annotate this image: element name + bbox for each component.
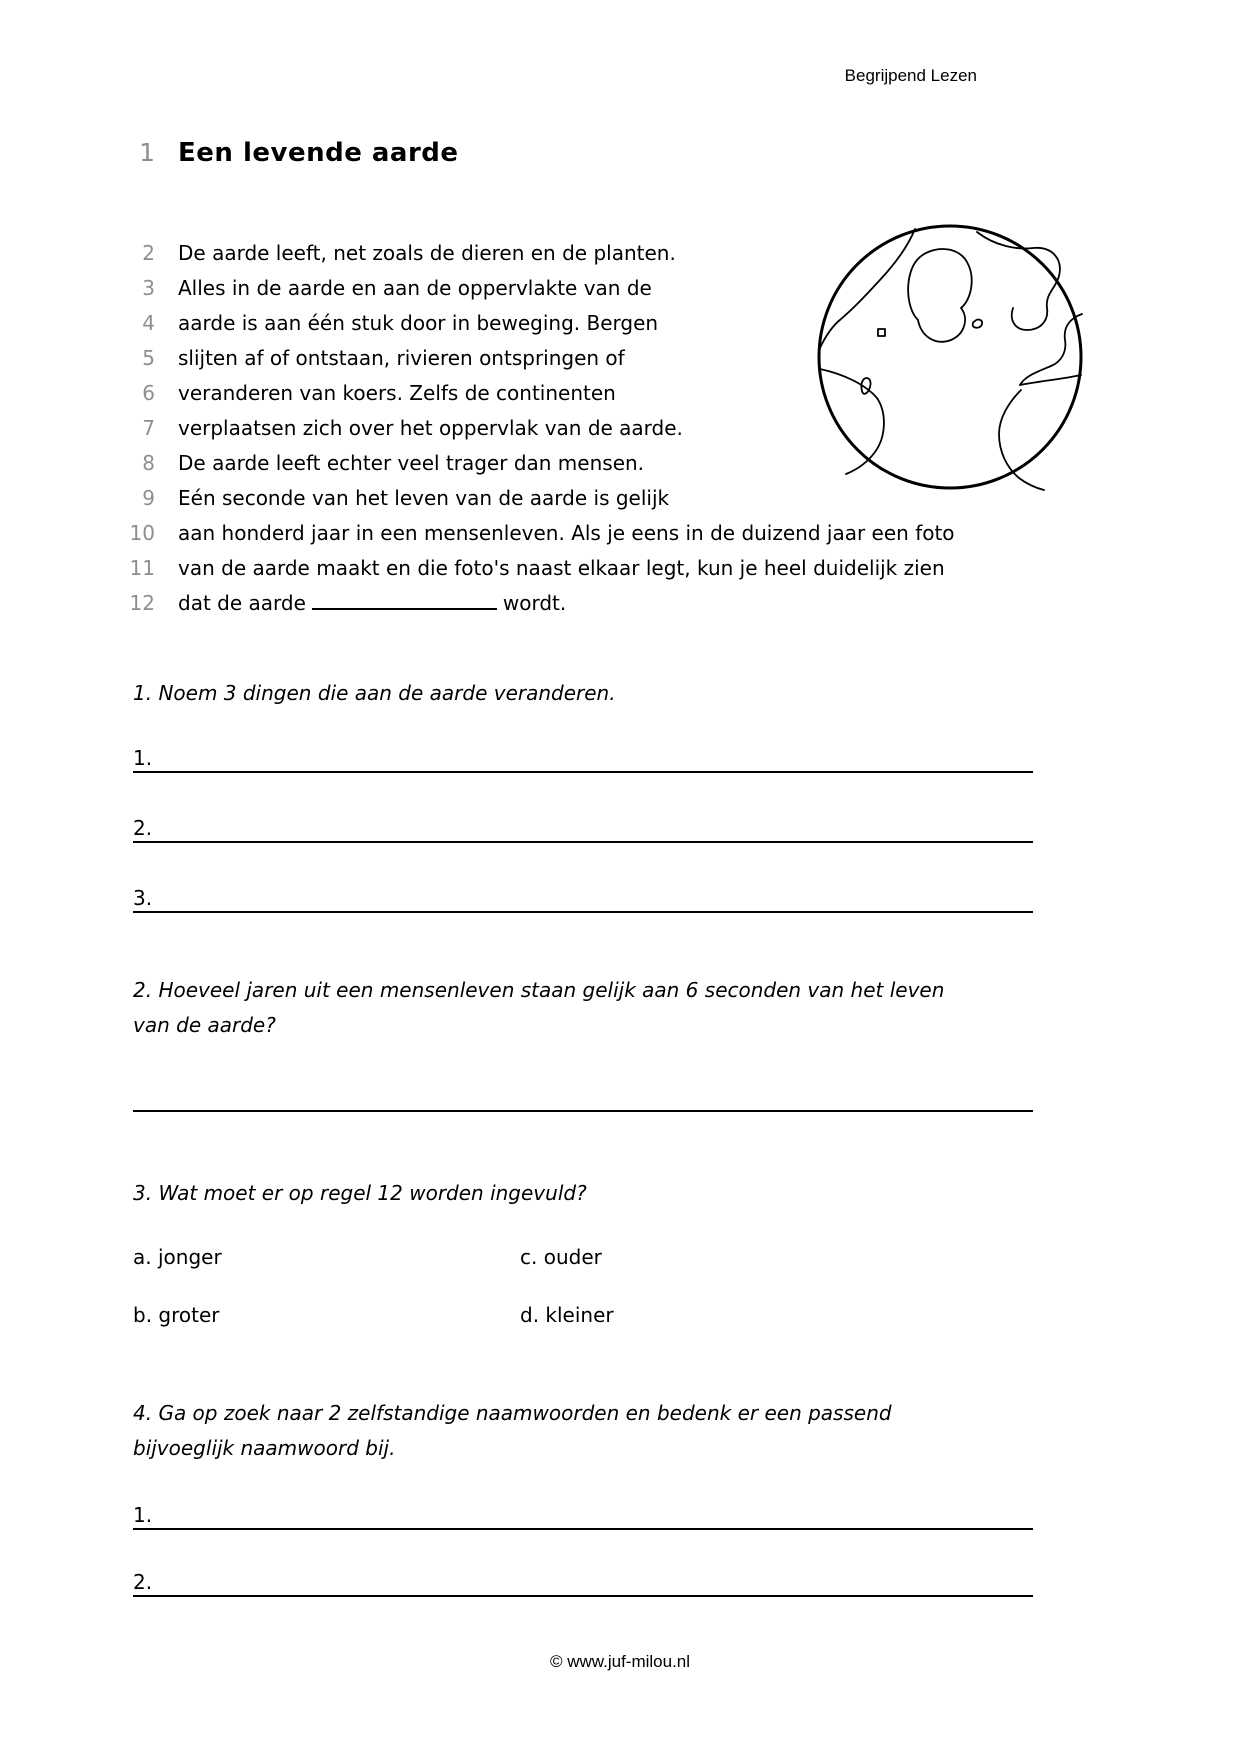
question-2-line-2: van de aarde? <box>133 1013 276 1037</box>
fill-in-blank <box>312 594 497 610</box>
question-2-line-1: 2. Hoeveel jaren uit een mensenleven staan gelijk aan 6 seconden van het leven <box>133 978 945 1002</box>
question-2 <box>133 973 1093 1043</box>
passage-line <box>120 551 1120 586</box>
line-number: 12 <box>129 591 155 615</box>
line-text: aan honderd jaar in een mensenleven. Als je eens in de duizend jaar een foto <box>178 521 955 545</box>
answer-line-q1-1 <box>133 741 1033 773</box>
line-number: 2 <box>142 241 155 265</box>
title-row <box>120 138 459 168</box>
passage-line <box>120 446 1120 481</box>
line-number: 5 <box>142 346 155 370</box>
passage-line <box>120 411 1120 446</box>
line-number: 6 <box>142 381 155 405</box>
line-number: 9 <box>142 486 155 510</box>
passage-line <box>120 516 1120 551</box>
answer-line-q2 <box>133 1080 1033 1112</box>
question-4-line-2: bijvoeglijk naamwoord bij. <box>133 1436 396 1460</box>
option-b: b. groter <box>133 1303 220 1327</box>
question-4 <box>133 1396 1093 1466</box>
line-number: 3 <box>142 276 155 300</box>
line-text: veranderen van koers. Zelfs de continenten <box>178 381 616 405</box>
passage-line <box>120 271 1120 306</box>
answer-line-q4-2 <box>133 1565 1033 1597</box>
answer-line-label: 2. <box>133 816 153 840</box>
line12-text-before-blank: dat de aarde <box>178 591 306 615</box>
passage-line <box>120 376 1120 411</box>
option-a: a. jonger <box>133 1245 222 1269</box>
line-text: Alles in de aarde en aan de oppervlakte van de <box>178 276 652 300</box>
line-text: Eén seconde van het leven van de aarde is gelijk <box>178 486 670 510</box>
line12-text-after-blank: wordt. <box>502 591 567 615</box>
line-number: 11 <box>129 556 155 580</box>
answer-line-label: 1. <box>133 1503 153 1527</box>
line-text: De aarde leeft, net zoals de dieren en de planten. <box>178 241 676 265</box>
title-line-number: 1 <box>139 138 155 167</box>
answer-line-label: 1. <box>133 746 153 770</box>
line-text: De aarde leeft echter veel trager dan mensen. <box>178 451 645 475</box>
document-footer: © www.juf-milou.nl <box>549 1652 691 1671</box>
passage-line <box>120 481 1120 516</box>
question-1: 1. Noem 3 dingen die aan de aarde veranderen. <box>133 681 616 705</box>
line-number: 7 <box>142 416 155 440</box>
reading-passage <box>120 236 1120 621</box>
answer-line-q1-3 <box>133 881 1033 913</box>
answer-line-q4-1 <box>133 1498 1033 1530</box>
document-header: Begrijpend Lezen <box>844 66 977 85</box>
option-d: d. kleiner <box>520 1303 614 1327</box>
line-number: 10 <box>129 521 155 545</box>
passage-line <box>120 306 1120 341</box>
answer-line-label: 2. <box>133 1570 153 1594</box>
line-text: verplaatsen zich over het oppervlak van de aarde. <box>178 416 683 440</box>
passage-line-12 <box>120 586 1120 621</box>
line-text <box>178 586 566 621</box>
line-text: aarde is aan één stuk door in beweging. Bergen <box>178 311 659 335</box>
line-text: van de aarde maakt en die foto's naast elkaar legt, kun je heel duidelijk zien <box>178 556 945 580</box>
page-title: Een levende aarde <box>178 138 459 168</box>
answer-line-label: 3. <box>133 886 153 910</box>
question-3: 3. Wat moet er op regel 12 worden ingevuld? <box>133 1181 587 1205</box>
option-c: c. ouder <box>520 1245 602 1269</box>
line-number: 8 <box>142 451 155 475</box>
line-text: slijten af of ontstaan, rivieren ontspringen of <box>178 346 625 370</box>
passage-line <box>120 341 1120 376</box>
passage-line <box>120 236 1120 271</box>
question-4-line-1: 4. Ga op zoek naar 2 zelfstandige naamwoorden en bedenk er een passend <box>133 1401 892 1425</box>
answer-line-q1-2 <box>133 811 1033 843</box>
line-number: 4 <box>142 311 155 335</box>
